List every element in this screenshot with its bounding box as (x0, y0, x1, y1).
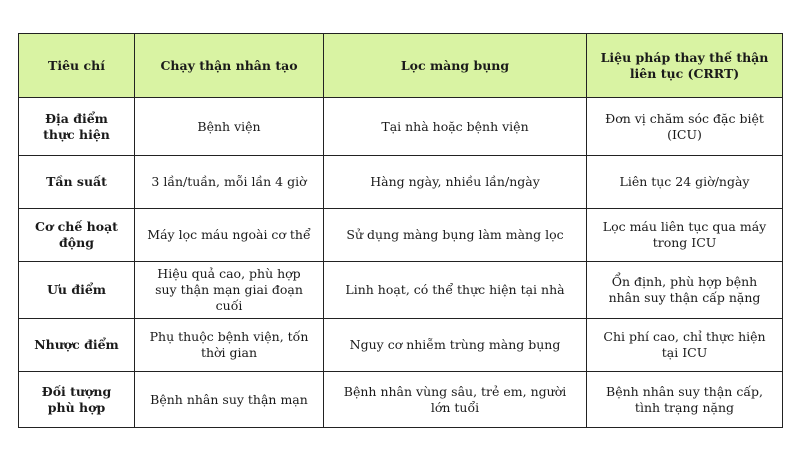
table-cell: Đơn vị chăm sóc đặc biệt (ICU) (587, 98, 783, 156)
table-row (19, 372, 783, 428)
row-label-suitable-patients: Đối tượng phù hợp (19, 372, 135, 428)
table-row (19, 262, 783, 319)
comparison-table (18, 33, 783, 428)
table-header (19, 34, 783, 98)
header-peritoneal-dialysis: Lọc màng bụng (324, 34, 587, 98)
table-row (19, 319, 783, 372)
table-cell: Tại nhà hoặc bệnh viện (324, 98, 587, 156)
table-cell: Hàng ngày, nhiều lần/ngày (324, 156, 587, 209)
table-cell: Hiệu quả cao, phù hợp suy thận mạn giai đoạn cuối (135, 262, 324, 319)
header-hemodialysis: Chạy thận nhân tạo (135, 34, 324, 98)
table-cell: Linh hoạt, có thể thực hiện tại nhà (324, 262, 587, 319)
table-cell: Phụ thuộc bệnh viện, tốn thời gian (135, 319, 324, 372)
header-criteria: Tiêu chí (19, 34, 135, 98)
table-cell: Bệnh nhân vùng sâu, trẻ em, người lớn tuổi (324, 372, 587, 428)
table-cell: Lọc máu liên tục qua máy trong ICU (587, 209, 783, 262)
table-cell: Ổn định, phù hợp bệnh nhân suy thận cấp nặng (587, 262, 783, 319)
table-cell: Nguy cơ nhiễm trùng màng bụng (324, 319, 587, 372)
table-row (19, 209, 783, 262)
row-label-mechanism: Cơ chế hoạt động (19, 209, 135, 262)
table-body (19, 98, 783, 428)
table-cell: Bệnh nhân suy thận cấp, tình trạng nặng (587, 372, 783, 428)
table-row (19, 98, 783, 156)
table-cell: Liên tục 24 giờ/ngày (587, 156, 783, 209)
row-label-advantages: Ưu điểm (19, 262, 135, 319)
table-cell: Bệnh viện (135, 98, 324, 156)
header-crrt: Liệu pháp thay thế thận liên tục (CRRT) (587, 34, 783, 98)
row-label-frequency: Tần suất (19, 156, 135, 209)
table-row (19, 156, 783, 209)
table-cell: 3 lần/tuần, mỗi lần 4 giờ (135, 156, 324, 209)
header-row (19, 34, 783, 98)
table-cell: Chi phí cao, chỉ thực hiện tại ICU (587, 319, 783, 372)
table-cell: Sử dụng màng bụng làm màng lọc (324, 209, 587, 262)
table-cell: Máy lọc máu ngoài cơ thể (135, 209, 324, 262)
row-label-location: Địa điểm thực hiện (19, 98, 135, 156)
row-label-disadvantages: Nhược điểm (19, 319, 135, 372)
table-cell: Bệnh nhân suy thận mạn (135, 372, 324, 428)
